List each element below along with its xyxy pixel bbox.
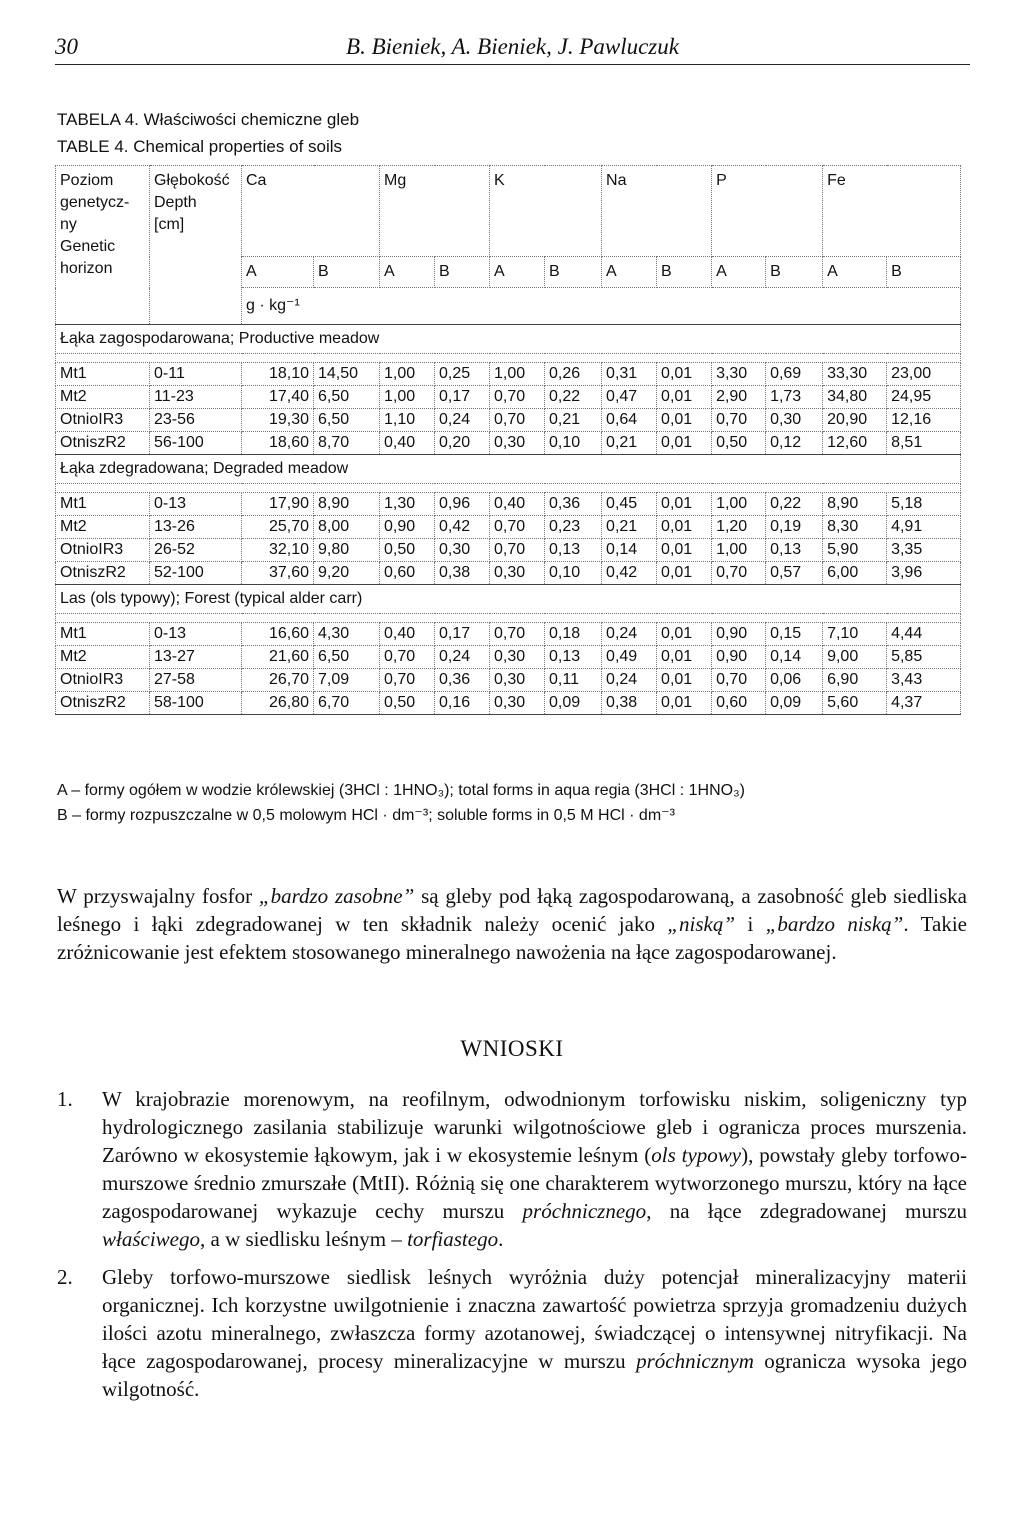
value-cell: 16,60 xyxy=(242,623,314,646)
value-cell: 4,37 xyxy=(887,692,961,715)
value-cell: 0,11 xyxy=(545,669,602,692)
value-cell: 8,90 xyxy=(823,493,887,516)
depth-cell: 27-58 xyxy=(150,669,242,692)
subheader-a: A xyxy=(490,257,545,288)
value-cell: 0,01 xyxy=(657,646,712,669)
value-cell: 0,21 xyxy=(602,516,657,539)
value-cell: 5,85 xyxy=(887,646,961,669)
section-spacer xyxy=(56,614,961,623)
value-cell: 0,70 xyxy=(490,539,545,562)
subheader-b: B xyxy=(766,257,823,288)
value-cell: 25,70 xyxy=(242,516,314,539)
value-cell: 14,50 xyxy=(314,363,380,386)
value-cell: 0,24 xyxy=(602,623,657,646)
subheader-b: B xyxy=(887,257,961,288)
table-caption-en: TABLE 4. Chemical properties of soils xyxy=(57,137,343,156)
subheader-a: A xyxy=(242,257,314,288)
value-cell: 0,13 xyxy=(766,539,823,562)
depth-cell: 23-56 xyxy=(150,409,242,432)
value-cell: 0,31 xyxy=(602,363,657,386)
depth-cell: 0-13 xyxy=(150,493,242,516)
value-cell: 0,10 xyxy=(545,562,602,585)
conclusion-item: 1. W krajobrazie morenowym, na reofilnym, odwodnionym torfowisku niskim, soligeniczny typ hydrologicznego zasilania stabilizuje warunki wilgotnościowe gleb i ogranicza proces murszenia. Zarówno w ekosystemie łąkowym, jak i w ekosystemie leśnym (ols typowy), powstały gleby torfowo-murszowe średnio zmurszałe (MtII). Różnią się one charakterem wytworzonego murszu, który na łące zagospodarowanej wykazuje cechy murszu próchnicznego, na łące zdegradowanej murszu właściwego, a w siedlisku leśnym – torfiastego. xyxy=(57,1087,967,1251)
subheader-a: A xyxy=(823,257,887,288)
value-cell: 1,00 xyxy=(712,493,766,516)
value-cell: 0,70 xyxy=(712,409,766,432)
value-cell: 0,09 xyxy=(545,692,602,715)
value-cell: 0,70 xyxy=(490,409,545,432)
depth-cell: 56-100 xyxy=(150,432,242,455)
horizon-cell: Mt2 xyxy=(56,646,150,669)
value-cell: 12,60 xyxy=(823,432,887,455)
horizon-cell: OtniszR2 xyxy=(56,562,150,585)
value-cell: 0,10 xyxy=(545,432,602,455)
value-cell: 0,40 xyxy=(490,493,545,516)
value-cell: 0,30 xyxy=(490,432,545,455)
value-cell: 26,80 xyxy=(242,692,314,715)
value-cell: 20,90 xyxy=(823,409,887,432)
value-cell: 17,90 xyxy=(242,493,314,516)
value-cell: 0,01 xyxy=(657,623,712,646)
section-spacer xyxy=(56,484,961,493)
header-depth: Głębokość Depth [cm] xyxy=(150,166,242,325)
value-cell: 2,90 xyxy=(712,386,766,409)
value-cell: 33,30 xyxy=(823,363,887,386)
table-row xyxy=(56,493,961,516)
depth-cell: 13-26 xyxy=(150,516,242,539)
unit-label: g · kg⁻¹ xyxy=(242,288,961,325)
subheader-a: A xyxy=(712,257,766,288)
table-row xyxy=(56,562,961,585)
value-cell: 32,10 xyxy=(242,539,314,562)
value-cell: 1,00 xyxy=(380,363,435,386)
value-cell: 0,90 xyxy=(380,516,435,539)
value-cell: 26,70 xyxy=(242,669,314,692)
value-cell: 0,38 xyxy=(602,692,657,715)
value-cell: 0,50 xyxy=(380,692,435,715)
header-na: Na xyxy=(602,166,712,257)
value-cell: 0,70 xyxy=(380,669,435,692)
value-cell: 0,01 xyxy=(657,562,712,585)
depth-cell: 13-27 xyxy=(150,646,242,669)
subheader-b: B xyxy=(435,257,490,288)
value-cell: 0,23 xyxy=(545,516,602,539)
value-cell: 1,00 xyxy=(490,363,545,386)
depth-cell: 0-13 xyxy=(150,623,242,646)
value-cell: 3,96 xyxy=(887,562,961,585)
value-cell: 0,30 xyxy=(490,562,545,585)
value-cell: 1,00 xyxy=(380,386,435,409)
value-cell: 1,00 xyxy=(712,539,766,562)
value-cell: 0,40 xyxy=(380,432,435,455)
running-head-authors: B. Bieniek, A. Bieniek, J. Pawluczuk xyxy=(346,34,679,59)
value-cell: 0,14 xyxy=(766,646,823,669)
value-cell: 0,40 xyxy=(380,623,435,646)
header-fe: Fe xyxy=(823,166,961,257)
value-cell: 0,70 xyxy=(712,562,766,585)
value-cell: 0,70 xyxy=(490,623,545,646)
section-header: Łąka zdegradowana; Degraded meadow xyxy=(56,455,961,484)
section-title: WNIOSKI xyxy=(460,1036,564,1061)
page-header xyxy=(55,30,970,65)
value-cell: 8,90 xyxy=(314,493,380,516)
note-b: B – formy rozpuszczalne w 0,5 molowym HCl · dm⁻³; soluble forms in 0,5 M HCl · dm⁻³ xyxy=(57,807,675,824)
value-cell: 4,30 xyxy=(314,623,380,646)
value-cell: 0,96 xyxy=(435,493,490,516)
value-cell: 0,01 xyxy=(657,539,712,562)
horizon-cell: OtnioIR3 xyxy=(56,539,150,562)
horizon-cell: OtniszR2 xyxy=(56,692,150,715)
value-cell: 0,70 xyxy=(380,646,435,669)
value-cell: 0,30 xyxy=(766,409,823,432)
subheader-b: B xyxy=(657,257,712,288)
page-number: 30 xyxy=(55,34,78,59)
value-cell: 23,00 xyxy=(887,363,961,386)
value-cell: 0,01 xyxy=(657,386,712,409)
depth-cell: 26-52 xyxy=(150,539,242,562)
value-cell: 6,90 xyxy=(823,669,887,692)
value-cell: 3,35 xyxy=(887,539,961,562)
horizon-cell: Mt2 xyxy=(56,516,150,539)
value-cell: 0,70 xyxy=(490,516,545,539)
depth-cell: 0-11 xyxy=(150,363,242,386)
value-cell: 0,06 xyxy=(766,669,823,692)
value-cell: 0,50 xyxy=(380,539,435,562)
value-cell: 7,09 xyxy=(314,669,380,692)
header-mg: Mg xyxy=(380,166,490,257)
value-cell: 0,60 xyxy=(380,562,435,585)
value-cell: 18,10 xyxy=(242,363,314,386)
value-cell: 0,36 xyxy=(435,669,490,692)
note-a: A – formy ogółem w wodzie królewskiej (3HCl : 1HNO₃); total forms in aqua regia (3HCl : 1HNO₃) xyxy=(57,782,745,799)
table-row xyxy=(56,432,961,455)
value-cell: 5,60 xyxy=(823,692,887,715)
value-cell: 9,00 xyxy=(823,646,887,669)
value-cell: 17,40 xyxy=(242,386,314,409)
value-cell: 0,30 xyxy=(490,692,545,715)
value-cell: 0,64 xyxy=(602,409,657,432)
table-caption-pl: TABELA 4. Właściwości chemiczne gleb xyxy=(57,110,360,129)
value-cell: 19,30 xyxy=(242,409,314,432)
value-cell: 5,90 xyxy=(823,539,887,562)
value-cell: 8,30 xyxy=(823,516,887,539)
value-cell: 0,21 xyxy=(545,409,602,432)
table-row xyxy=(56,646,961,669)
value-cell: 3,43 xyxy=(887,669,961,692)
value-cell: 3,30 xyxy=(712,363,766,386)
value-cell: 0,49 xyxy=(602,646,657,669)
table-notes xyxy=(57,778,745,828)
value-cell: 0,70 xyxy=(490,386,545,409)
value-cell: 0,01 xyxy=(657,669,712,692)
value-cell: 0,57 xyxy=(766,562,823,585)
value-cell: 0,42 xyxy=(602,562,657,585)
value-cell: 9,80 xyxy=(314,539,380,562)
value-cell: 0,01 xyxy=(657,692,712,715)
table-row xyxy=(56,363,961,386)
horizon-cell: OtniszR2 xyxy=(56,432,150,455)
value-cell: 0,17 xyxy=(435,623,490,646)
depth-cell: 52-100 xyxy=(150,562,242,585)
value-cell: 0,01 xyxy=(657,493,712,516)
value-cell: 6,70 xyxy=(314,692,380,715)
value-cell: 0,01 xyxy=(657,432,712,455)
value-cell: 0,01 xyxy=(657,409,712,432)
horizon-cell: Mt1 xyxy=(56,623,150,646)
chemical-properties-table xyxy=(55,165,961,715)
value-cell: 0,18 xyxy=(545,623,602,646)
value-cell: 0,12 xyxy=(766,432,823,455)
value-cell: 37,60 xyxy=(242,562,314,585)
value-cell: 0,25 xyxy=(435,363,490,386)
value-cell: 0,24 xyxy=(602,669,657,692)
value-cell: 0,22 xyxy=(545,386,602,409)
header-ca: Ca xyxy=(242,166,380,257)
value-cell: 1,10 xyxy=(380,409,435,432)
value-cell: 21,60 xyxy=(242,646,314,669)
depth-cell: 58-100 xyxy=(150,692,242,715)
value-cell: 1,30 xyxy=(380,493,435,516)
table-row xyxy=(56,623,961,646)
value-cell: 6,50 xyxy=(314,386,380,409)
value-cell: 0,36 xyxy=(545,493,602,516)
value-cell: 0,30 xyxy=(490,669,545,692)
value-cell: 1,73 xyxy=(766,386,823,409)
subheader-a: A xyxy=(602,257,657,288)
horizon-cell: Mt2 xyxy=(56,386,150,409)
horizon-cell: Mt1 xyxy=(56,493,150,516)
value-cell: 18,60 xyxy=(242,432,314,455)
value-cell: 0,47 xyxy=(602,386,657,409)
value-cell: 0,50 xyxy=(712,432,766,455)
value-cell: 4,44 xyxy=(887,623,961,646)
body-paragraph: W przyswajalny fosfor „bardzo zasobne” są gleby pod łąką zagospodarowaną, a zasobność gleb siedliska leśnego i łąki zdegradowanej w ten składnik należy ocenić jako „niską” i „bardzo niską”. Takie zróżnicowanie jest efektem stosowanego mineralnego nawożenia na łące zagospodarowanej. xyxy=(57,884,967,964)
conclusion-item: 2. Gleby torfowo-murszowe siedlisk leśnych wyróżnia duży potencjał mineralizacyjny materii organicznej. Ich korzystne uwilgotnienie i znaczna zawartość powietrza sprzyja gromadzeniu dużych ilości azotu mineralnego, zwłaszcza formy azotanowej, świadczącej o intensywnej nitryfikacji. Na łące zagospodarowanej, procesy mineralizacyjne w murszu próchnicznym ogranicza wysoka jego wilgotność. xyxy=(57,1265,967,1401)
value-cell: 4,91 xyxy=(887,516,961,539)
value-cell: 6,00 xyxy=(823,562,887,585)
header-p: P xyxy=(712,166,823,257)
value-cell: 24,95 xyxy=(887,386,961,409)
value-cell: 0,30 xyxy=(435,539,490,562)
subheader-b: B xyxy=(314,257,380,288)
value-cell: 7,10 xyxy=(823,623,887,646)
value-cell: 0,24 xyxy=(435,646,490,669)
conclusions-list xyxy=(57,1085,967,1413)
value-cell: 0,09 xyxy=(766,692,823,715)
value-cell: 0,26 xyxy=(545,363,602,386)
value-cell: 0,15 xyxy=(766,623,823,646)
value-cell: 9,20 xyxy=(314,562,380,585)
value-cell: 8,51 xyxy=(887,432,961,455)
header-horizon: Poziom genetycz- ny Genetic horizon xyxy=(56,166,150,325)
value-cell: 0,19 xyxy=(766,516,823,539)
header-k: K xyxy=(490,166,602,257)
value-cell: 12,16 xyxy=(887,409,961,432)
value-cell: 0,69 xyxy=(766,363,823,386)
value-cell: 0,14 xyxy=(602,539,657,562)
section-header: Las (ols typowy); Forest (typical alder carr) xyxy=(56,585,961,614)
value-cell: 1,20 xyxy=(712,516,766,539)
value-cell: 5,18 xyxy=(887,493,961,516)
value-cell: 0,45 xyxy=(602,493,657,516)
table-row xyxy=(56,669,961,692)
value-cell: 8,00 xyxy=(314,516,380,539)
value-cell: 0,21 xyxy=(602,432,657,455)
horizon-cell: OtnioIR3 xyxy=(56,669,150,692)
value-cell: 34,80 xyxy=(823,386,887,409)
horizon-cell: OtnioIR3 xyxy=(56,409,150,432)
table-row xyxy=(56,386,961,409)
value-cell: 0,70 xyxy=(712,669,766,692)
value-cell: 0,01 xyxy=(657,516,712,539)
value-cell: 0,01 xyxy=(657,363,712,386)
value-cell: 0,38 xyxy=(435,562,490,585)
value-cell: 0,24 xyxy=(435,409,490,432)
table-row xyxy=(56,516,961,539)
table-row xyxy=(56,692,961,715)
subheader-a: A xyxy=(380,257,435,288)
section-header: Łąka zagospodarowana; Productive meadow xyxy=(56,325,961,354)
subheader-b: B xyxy=(545,257,602,288)
table-row xyxy=(56,409,961,432)
value-cell: 6,50 xyxy=(314,646,380,669)
value-cell: 8,70 xyxy=(314,432,380,455)
depth-cell: 11-23 xyxy=(150,386,242,409)
value-cell: 0,13 xyxy=(545,646,602,669)
section-spacer xyxy=(56,354,961,363)
value-cell: 0,90 xyxy=(712,646,766,669)
horizon-cell: Mt1 xyxy=(56,363,150,386)
value-cell: 0,30 xyxy=(490,646,545,669)
value-cell: 0,13 xyxy=(545,539,602,562)
value-cell: 0,20 xyxy=(435,432,490,455)
value-cell: 0,22 xyxy=(766,493,823,516)
value-cell: 0,16 xyxy=(435,692,490,715)
value-cell: 0,42 xyxy=(435,516,490,539)
value-cell: 0,60 xyxy=(712,692,766,715)
value-cell: 6,50 xyxy=(314,409,380,432)
value-cell: 0,90 xyxy=(712,623,766,646)
value-cell: 0,17 xyxy=(435,386,490,409)
table-row xyxy=(56,539,961,562)
